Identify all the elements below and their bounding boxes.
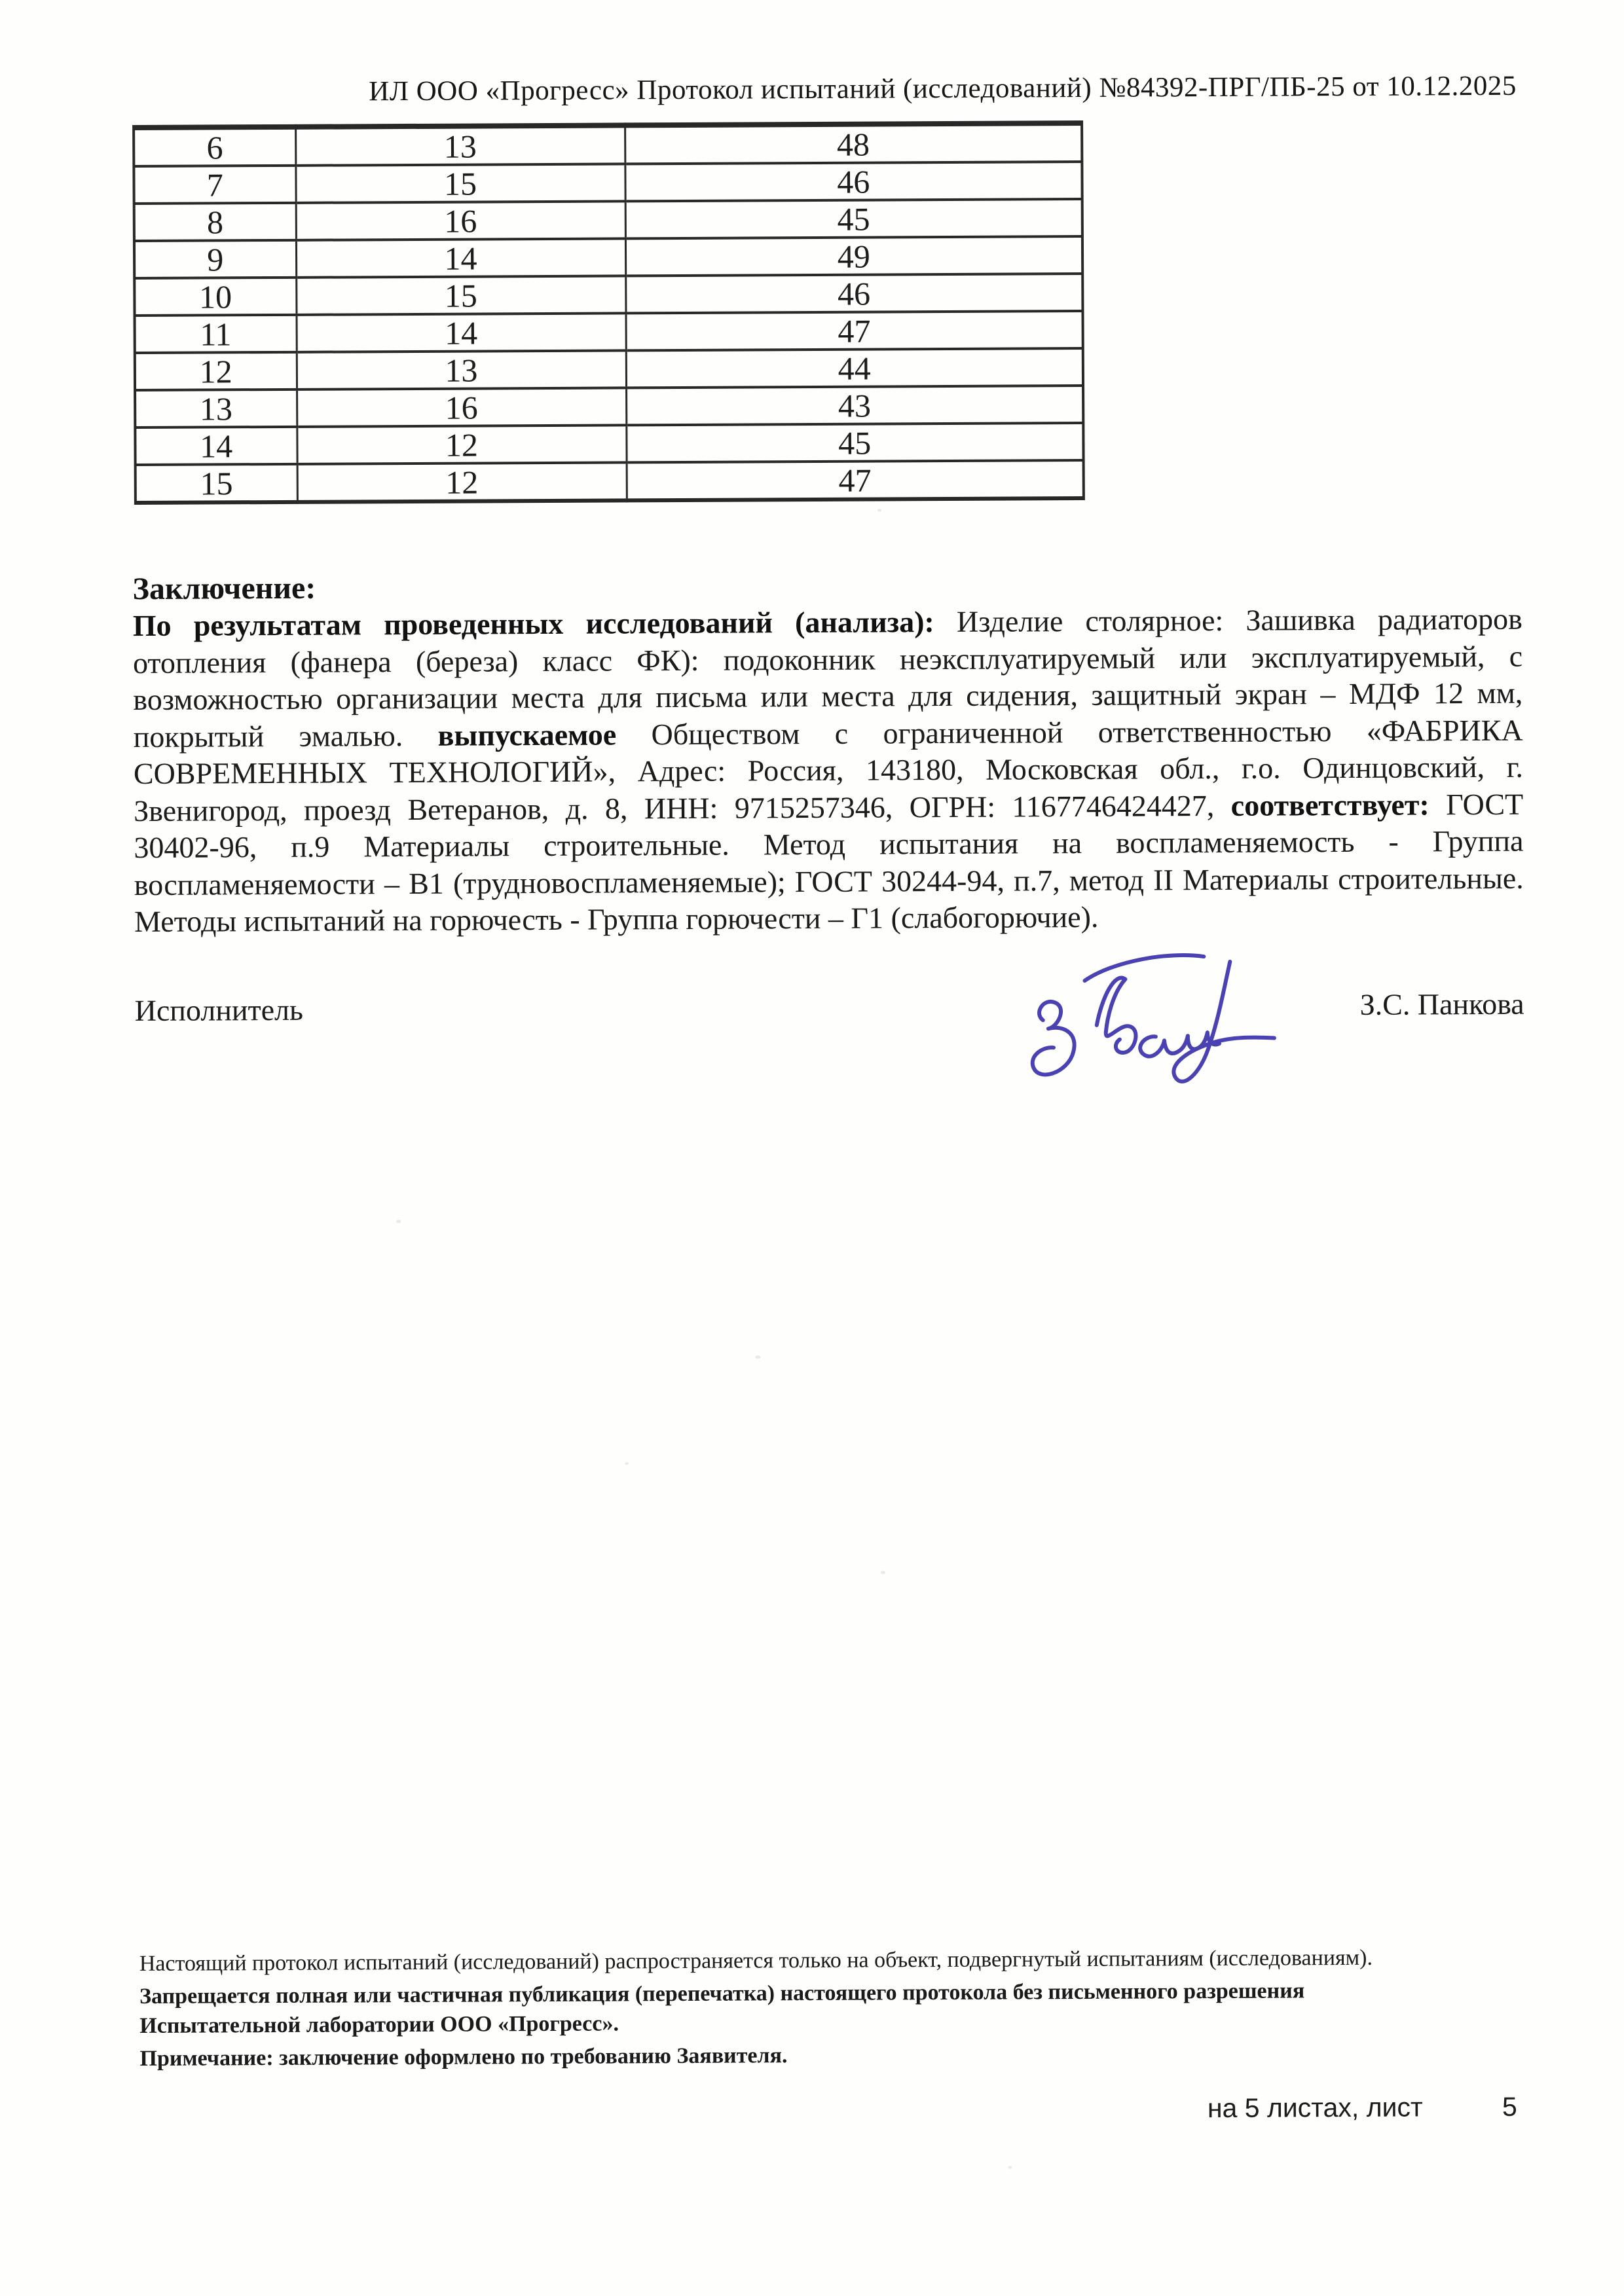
table-cell: 9 bbox=[134, 240, 296, 278]
table-cell: 45 bbox=[625, 199, 1082, 238]
table-cell: 8 bbox=[134, 203, 296, 241]
sheet-count-line bbox=[6, 2091, 1624, 2138]
table-cell: 16 bbox=[297, 388, 626, 426]
table-cell: 14 bbox=[296, 313, 625, 352]
footer-note-line: Настоящий протокол испытаний (исследований) распространяется только на объект, подвергнутый испытаниям (исследованиям). bbox=[139, 1945, 1373, 1977]
table-cell: 47 bbox=[625, 311, 1082, 350]
table-row bbox=[135, 386, 1083, 428]
table-row bbox=[135, 348, 1083, 390]
table-cell: 46 bbox=[625, 162, 1082, 201]
table-cell: 46 bbox=[625, 274, 1082, 313]
text-run: По результатам проведенных исследований (анализа): bbox=[132, 604, 957, 643]
table-cell: 10 bbox=[134, 278, 296, 316]
text-run: выпускаемое bbox=[437, 717, 652, 752]
table-cell: 12 bbox=[297, 425, 626, 464]
table-cell: 44 bbox=[626, 348, 1083, 388]
table-row bbox=[134, 199, 1082, 241]
table-cell: 13 bbox=[295, 125, 625, 165]
table-cell: 48 bbox=[625, 123, 1082, 164]
signer-name: З.С. Панкова bbox=[1359, 987, 1524, 1021]
scan-speck bbox=[625, 1462, 629, 1465]
table-cell: 6 bbox=[134, 127, 295, 166]
text-run: Обществом с ограниченной ответственностью «ФАБРИКА СОВРЕМЕННЫХ ТЕХНОЛОГИЙ», Адрес: Россия, 143180, Московская обл., г.о. Одинцовский, г. Звенигород, проезд Ветеранов, д. 8, ИНН: 9715257346, ОГРН: 1167746424427, bbox=[133, 713, 1524, 828]
table-cell: 15 bbox=[295, 164, 625, 202]
table-row bbox=[134, 162, 1082, 204]
table-cell: 16 bbox=[296, 201, 625, 240]
table-cell: 47 bbox=[627, 460, 1084, 500]
table-cell: 12 bbox=[297, 462, 627, 501]
table-cell: 43 bbox=[626, 386, 1083, 425]
page-number: 5 bbox=[1502, 2091, 1517, 2122]
text-run: ГОСТ 30402-96, п.9 Материалы строительные. Метод испытания на воспламеняемость - Группа воспламеняемости – В1 (трудновоспламеняемые); ГОСТ 30244-94, п.7, метод II Материалы строительные. Методы испытаний на горючесть - Группа горючести – Г1 (слабогорючие). bbox=[134, 787, 1524, 939]
results-table-body bbox=[134, 123, 1084, 503]
table-cell: 15 bbox=[136, 464, 297, 503]
results-table bbox=[132, 120, 1085, 505]
scan-speck bbox=[881, 1571, 885, 1574]
conclusion-section bbox=[132, 564, 1524, 941]
text-run: Изделие столярное: Зашивка радиаторов отопления (фанера (береза) класс ФК): подоконник неэксплуатируемый или эксплуатируемый, с возможностью организации места для письма или места для сидения, защитный экран – МДФ 12 мм, покрытый эмалью. bbox=[132, 602, 1523, 754]
table-row bbox=[134, 311, 1082, 353]
table-cell: 13 bbox=[135, 390, 297, 428]
footer-note-line: Примечание: заключение оформлено по требованию Заявителя. bbox=[139, 2043, 788, 2071]
table-row bbox=[134, 236, 1082, 278]
table-cell: 49 bbox=[625, 236, 1082, 276]
scan-speck bbox=[1008, 2166, 1012, 2169]
table-row bbox=[136, 460, 1084, 503]
footer-note-line: Запрещается полная или частичная публикация (перепечатка) настоящего протокола без письменного разрешения Испытательной лаборатории ООО «Прогресс». bbox=[139, 1978, 1305, 2039]
footer-notes bbox=[139, 1942, 1420, 2077]
table-cell: 15 bbox=[296, 276, 625, 314]
page-header: ИЛ ООО «Прогресс» Протокол испытаний (исследований) №84392-ПРГ/ПБ-25 от 10.12.2025 bbox=[369, 70, 1517, 107]
scan-speck bbox=[755, 1355, 760, 1358]
table-cell: 45 bbox=[626, 423, 1083, 462]
table-row bbox=[134, 274, 1082, 316]
conclusion-heading: Заключение: bbox=[132, 570, 316, 607]
table-cell: 14 bbox=[135, 427, 297, 465]
table-cell: 14 bbox=[296, 238, 625, 277]
scan-speck bbox=[877, 509, 881, 511]
conclusion-paragraph bbox=[133, 601, 1524, 941]
sheet-count-label: на 5 листах, лист bbox=[1207, 2092, 1423, 2124]
table-row bbox=[135, 423, 1083, 465]
table-cell: 11 bbox=[134, 315, 296, 353]
table-row bbox=[134, 123, 1082, 166]
executor-label: Исполнитель bbox=[134, 993, 304, 1028]
table-cell: 7 bbox=[134, 166, 295, 204]
handwritten-signature-icon bbox=[1019, 919, 1328, 1137]
table-cell: 12 bbox=[135, 352, 297, 390]
table-cell: 13 bbox=[297, 350, 626, 389]
text-run: соответствует: bbox=[1230, 787, 1447, 822]
scan-speck bbox=[396, 1220, 401, 1223]
